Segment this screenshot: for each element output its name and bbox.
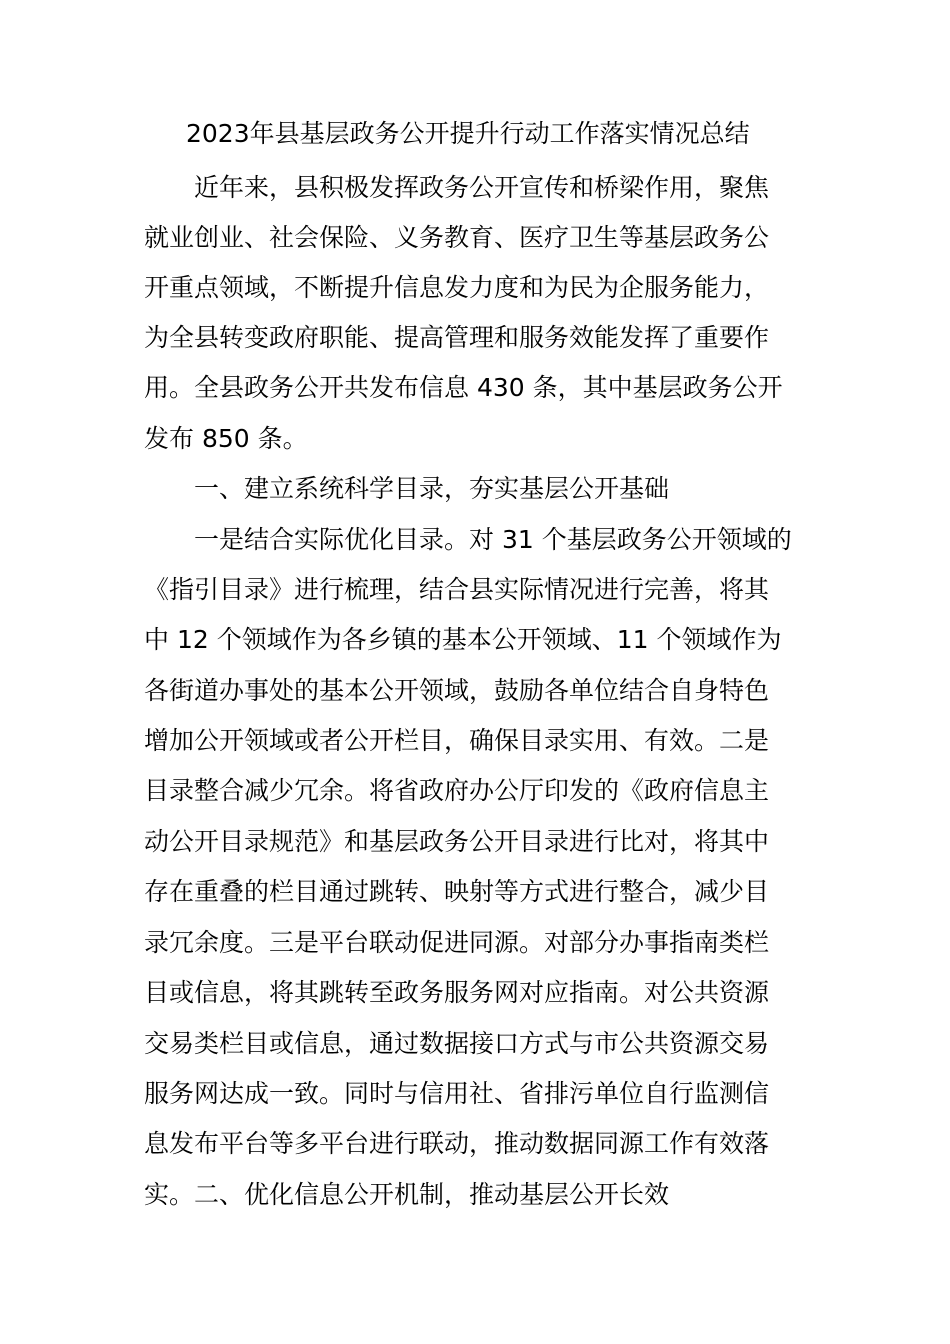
paragraph-line: 动公开目录规范》和基层政务公开目录进行比对，将其中 (144, 827, 770, 856)
paragraph-line: 就业创业、社会保险、义务教育、医疗卫生等基层政务公 (144, 223, 770, 252)
paragraph-line: 目或信息，将其跳转至政务服务网对应指南。对公共资源 (144, 978, 770, 1007)
paragraph-line: 用。全县政务公开共发布信息 430 条，其中基层政务公开 (144, 373, 783, 402)
document-title: 2023年县基层政务公开提升行动工作落实情况总结 (186, 119, 750, 148)
paragraph-line: 录冗余度。三是平台联动促进同源。对部分办事指南类栏 (144, 928, 770, 957)
paragraph-line: 一是结合实际优化目录。对 31 个基层政务公开领域的 (194, 525, 792, 554)
paragraph-line: 增加公开领域或者公开栏目，确保目录实用、有效。二是 (144, 726, 770, 755)
paragraph-line: 中 12 个领域作为各乡镇的基本公开领域、11 个领域作为 (144, 625, 782, 654)
paragraph-line: 实。二、优化信息公开机制，推动基层公开长效 (144, 1180, 670, 1209)
paragraph-line: 服务网达成一致。同时与信用社、省排污单位自行监测信 (144, 1079, 770, 1108)
section-heading: 一、建立系统科学目录，夯实基层公开基础 (194, 474, 670, 503)
paragraph-line: 目录整合减少冗余。将省政府办公厅印发的《政府信息主 (144, 776, 770, 805)
paragraph-line: 各街道办事处的基本公开领域，鼓励各单位结合自身特色 (144, 676, 770, 705)
paragraph-line: 存在重叠的栏目通过跳转、映射等方式进行整合，减少目 (144, 877, 770, 906)
paragraph-line: 为全县转变政府职能、提高管理和服务效能发挥了重要作 (144, 323, 770, 352)
paragraph-line: 开重点领域，不断提升信息发力度和为民为企服务能力， (144, 273, 770, 302)
paragraph-line: 发布 850 条。 (144, 424, 308, 453)
paragraph-line: 交易类栏目或信息，通过数据接口方式与市公共资源交易 (144, 1029, 770, 1058)
paragraph-line: 《指引目录》进行梳理，结合县实际情况进行完善，将其 (144, 575, 770, 604)
paragraph-line: 近年来，县积极发挥政务公开宣传和桥梁作用，聚焦 (194, 173, 770, 202)
paragraph-line: 息发布平台等多平台进行联动，推动数据同源工作有效落 (144, 1129, 770, 1158)
